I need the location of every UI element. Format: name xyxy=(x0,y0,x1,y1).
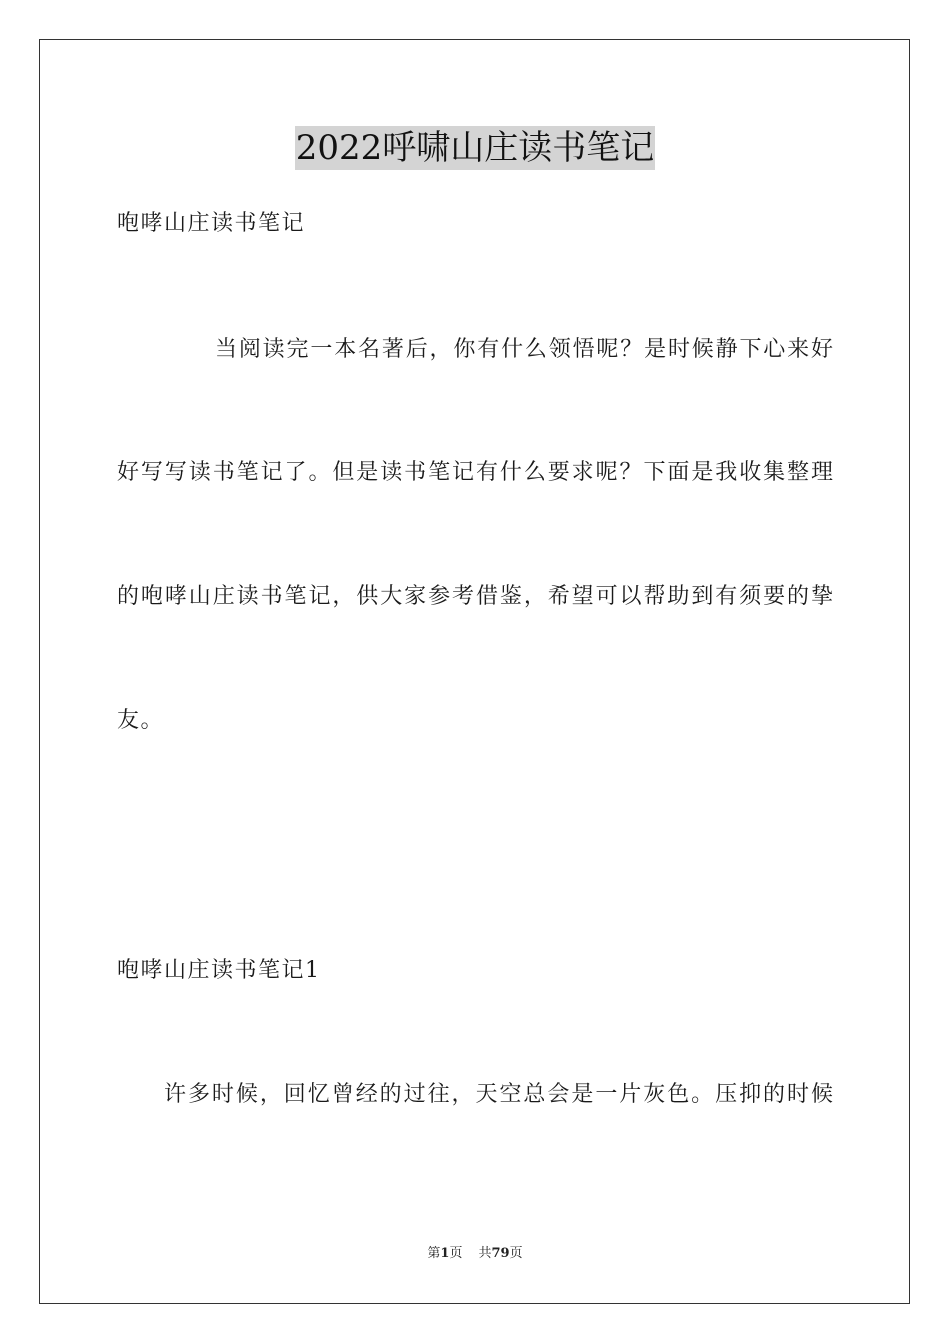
section-line-1: 许多时候，回忆曾经的过往，天空总会是一片灰色。压抑的时候 xyxy=(164,1082,833,1107)
footer-total-prefix: 共 xyxy=(478,1246,492,1261)
intro-line-1: 当阅读完一本名著后，你有什么领悟呢？是时候静下心来好 xyxy=(215,337,833,362)
footer-page-suffix: 页 xyxy=(449,1246,463,1261)
intro-line-4: 友。 xyxy=(117,708,165,733)
footer-page-number: 1 xyxy=(440,1246,450,1261)
page-footer xyxy=(0,1245,950,1263)
document-title: 2022呼啸山庄读书笔记 xyxy=(295,128,655,168)
section-heading: 咆哮山庄读书笔记1 xyxy=(117,958,321,983)
intro-line-2: 好写写读书笔记了。但是读书笔记有什么要求呢？下面是我收集整理 xyxy=(117,460,833,485)
footer-page-prefix: 第 xyxy=(427,1246,441,1261)
footer-total-pages: 79 xyxy=(491,1246,510,1261)
title-container xyxy=(0,126,950,170)
intro-line-3: 的咆哮山庄读书笔记，供大家参考借鉴，希望可以帮助到有须要的挚 xyxy=(117,584,833,609)
document-subtitle: 咆哮山庄读书笔记 xyxy=(117,211,306,236)
footer-total-suffix: 页 xyxy=(509,1246,523,1261)
